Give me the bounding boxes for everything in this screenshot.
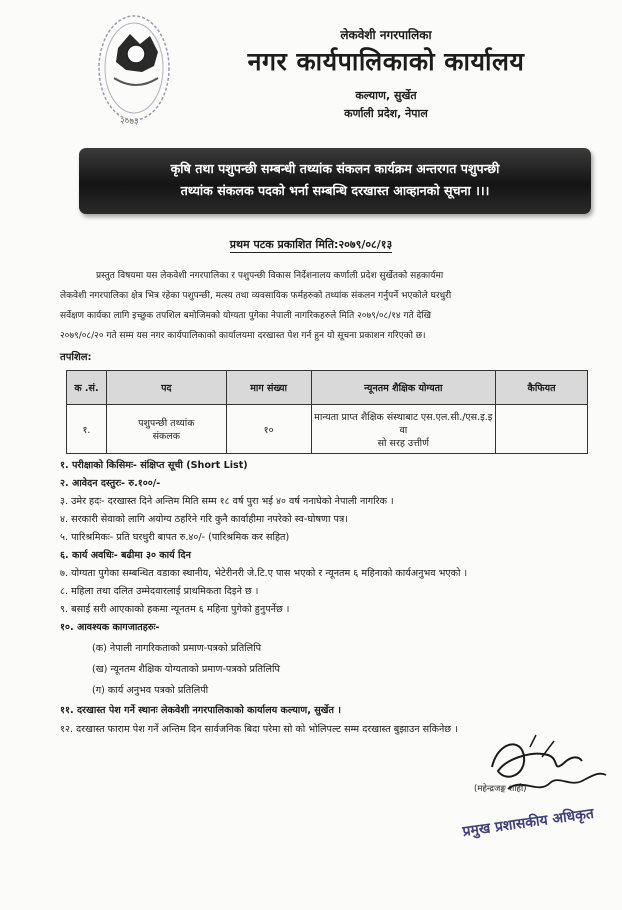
cell-qual-line-1: मान्यता प्राप्त शैक्षिक संस्थाबाट एस.एल.सी./एस.इ.इ वा — [314, 411, 493, 436]
cell-qualification — [311, 405, 496, 454]
details-label: तपशिल: — [60, 352, 92, 363]
list-item-migration: ९. बसाई सरी आएकाको हकमा न्यूनतम ६ महिना पुगेको हुनुपर्नेछ । — [60, 604, 290, 615]
list-item-duration: ६. कार्य अवधिः- बढीमा ३० कार्य दिन — [60, 550, 191, 561]
signatory-title-stamp: प्रमुख प्रशासकीय अधिकृत — [461, 805, 595, 841]
positions-table — [66, 370, 588, 454]
intro-line-4: २०७९/०८/२० गते सम्म यस नगर कार्यपालिकाको कार्यालयमा दरखास्त पेश गर्न हुन यो सूचना प्रकाशन गरिएको छ। — [60, 331, 426, 341]
table-header-row — [67, 371, 588, 405]
notice-title-line-1: कृषि तथा पशुपन्छी सम्बन्धी तथ्यांक संकलन कार्यक्रम अन्तरगत पशुपन्छी — [170, 161, 500, 176]
office-name: नगर कार्यपालिकाको कार्यालय — [247, 47, 525, 76]
list-item-declaration: ४. सरकारी सेवाको लागि अयोग्य ठहरिने गरि कुनै कार्वाहीमा नपरेको स्व-घोषणा पत्र। — [60, 514, 348, 525]
header-qualification: न्यूनतम शैक्षिक योग्यता — [311, 371, 496, 405]
cell-post-line-1: पशुपन्छी तथ्यांक — [138, 418, 195, 429]
header-post: पद — [106, 371, 226, 405]
cell-post-line-2: संकलक — [152, 431, 181, 442]
office-location: कल्याण, सुर्खेत — [355, 89, 417, 102]
list-item-submission-place: ११. दरखास्त पेश गर्ने स्थानः लेकवेशी नगरपालिकाको कार्यालय कल्याण, सुर्खेत । — [60, 705, 341, 716]
list-item-remuneration: ५. पारिश्रमिकः- प्रति घरधुरी बापत रु.४०/- (पारिश्रमिक कर सहित) — [60, 532, 290, 543]
list-item-documents: १०. आवश्यक कागजातहरुः- — [60, 622, 160, 633]
seal-date: २०७३ — [120, 117, 139, 127]
list-item-doc-citizenship: (क) नेपाली नागरिकताको प्रमाण-पत्रको प्रतिलिपि — [92, 643, 262, 654]
list-item-exam-type: १. परीक्षाको किसिमः- संक्षिप्त सूची (Short List) — [60, 460, 248, 471]
header-remarks: कैफियत — [496, 371, 588, 405]
publication-date-text: प्रथम पटक प्रकाशित मिति:२०७९/०८/१३ — [229, 238, 393, 251]
list-item-fee: २. आवेदन दस्तुरः- रु.१००/- — [60, 478, 161, 489]
publication-date — [0, 237, 622, 252]
office-province: कर्णाली प्रदेश, नेपाल — [344, 107, 428, 120]
table-row — [67, 405, 588, 454]
cell-post — [106, 405, 226, 454]
cell-qual-line-2: सो सरह उत्तीर्ण — [377, 437, 429, 449]
list-item-doc-education: (ख) न्यूनतम शैक्षिक योग्यताको प्रमाण-पत्रको प्रतिलिपि — [92, 664, 280, 675]
header-quota: माग संख्या — [226, 371, 311, 405]
notice-title-line-2: तथ्यांक संकलक पदको भर्ना सम्बन्धि दरखास्त आव्हानको सूचना ।।। — [180, 183, 490, 198]
cell-remarks — [496, 405, 588, 454]
list-item-eligibility: ७. योग्यता पुगेका सम्बन्धित वडाका स्थानीय, भेटेरीनरी जे.टि.ए पास भएको र न्यूनतम ६ महिनाको कार्यअनुभव भएको । — [60, 568, 468, 579]
cell-quota: १० — [226, 405, 311, 454]
municipality-name: लेकवेशी नगरपालिका — [340, 28, 432, 42]
signatory-name: (महेन्द्रजङ्ग शाही) — [474, 784, 527, 794]
intro-paragraph — [60, 266, 600, 346]
intro-line-1: प्रस्तुत विषयमा यस लेकवेशी नगरपालिका र पशुपन्छी विकास निर्देशनालय कर्णाली प्रदेश सुर्खेतको सहकार्यमा — [96, 271, 444, 281]
handwritten-signature — [478, 727, 614, 809]
header-serial: क .सं. — [67, 371, 107, 405]
list-item-deadline-note: १२. दरखास्त फाराम पेश गर्ने अन्तिम दिन सार्वजनिक बिदा परेमा सो को भोलिपल्ट सम्म दरखास्त बुझाउन सकिनेछ । — [60, 724, 458, 735]
cell-serial: १. — [67, 405, 107, 454]
list-item-age-limit: ३. उमेर हदः- दरखास्त दिने अन्तिम मिति सम्म १८ वर्ष पुरा भई ४० वर्ष ननाघेको नेपाली नागरिक । — [60, 496, 394, 507]
list-item-priority: ८. महिला तथा दलित उम्मेदवारलाई प्राथमिकता दिइने छ । — [60, 586, 259, 597]
notice-title-banner — [79, 148, 591, 214]
list-item-doc-experience: (ग) कार्य अनुभव पत्रको प्रतिलिपी — [92, 685, 209, 696]
intro-line-2: लेकवेशी नगरपालिका क्षेत्र भित्र रहेका पशुपन्छी, मत्स्य तथा व्यवसायिक फर्महरुको तथ्यांक संकलन गर्नुपर्ने भएकोले घरधुरी — [60, 291, 452, 301]
intro-line-3: सर्वेक्षण कार्यका लागि इच्छुक तपशिल बमोजिमको योग्यता पुगेका नेपाली नागरिकहरुले मिति २०७९/०८/१४ गते देखि — [60, 311, 431, 321]
